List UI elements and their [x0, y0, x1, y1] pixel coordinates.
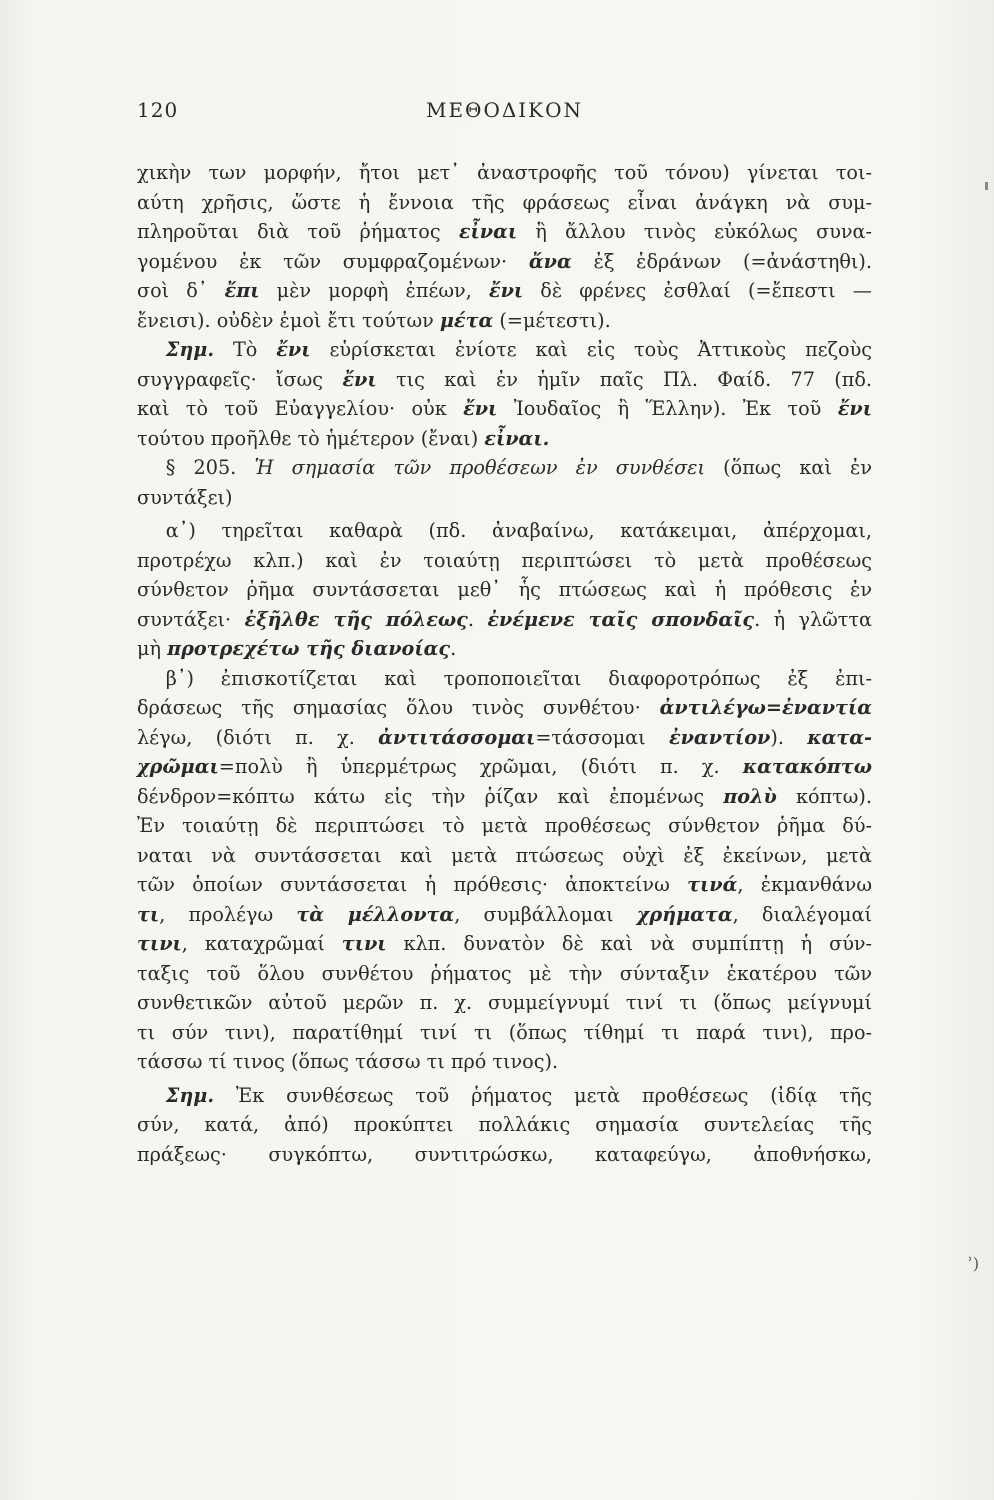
- text-line: χρῶμαι=πολὺ ἢ ὑπερμέτρως χρῶμαι, (διότι π. χ. κατακόπτω: [137, 755, 872, 778]
- text-line: δένδρον=κόπτω κάτω εἰς τὴν ῥίζαν καὶ ἐπομένως πολὺ κόπτω).: [137, 784, 873, 808]
- edge-mark: [985, 182, 988, 190]
- text-line: τι, προλέγω τὰ μέλλοντα, συμβάλλομαι χρήματα, διαλέγομαί: [137, 902, 872, 926]
- text-line: Ἐν τοιαύτῃ δὲ περιπτώσει τὸ μετὰ προθέσεως σύνθετον ῥῆμα δύ-: [137, 814, 872, 837]
- text-line: τι σύν τινι), παρατίθημί τινί τι (ὅπως τίθημί τι παρά τινι), προ-: [137, 1020, 872, 1044]
- text-line: πληροῦται διὰ τοῦ ῥήματος εἶναι ἢ ἄλλου τινὸς εὐκόλως συνα-: [137, 220, 872, 243]
- note-paragraph-2: [137, 1081, 872, 1170]
- text-line: γομένου ἐκ τῶν συμφραζομένων· ἄνα ἐξ ἑδράνων (=ἀνάστηθι).: [137, 249, 873, 273]
- page-number: 120: [137, 98, 179, 122]
- text-line: σοὶ δ᾽ ἔπι μὲν μορφὴ ἐπέων, ἔνι δὲ φρένες ἐσθλαί (=ἔπεστι —: [137, 279, 872, 302]
- margin-mark: ʾ): [968, 1254, 980, 1273]
- text-line: § 205. Ἡ σημασία τῶν προθέσεων ἐν συνθέσει (ὅπως καὶ ἐν: [165, 456, 872, 479]
- text-line: συνθετικῶν αὐτοῦ μερῶν π. χ. συμμείγνυμί τινί τι (ὅπως μείγνυμί: [137, 991, 872, 1014]
- text-line: ἔνεισι). οὐδὲν ἐμοὶ ἔτι τούτων μέτα (=μέτεστι).: [137, 308, 611, 332]
- body-text: [137, 158, 872, 1169]
- text-line: β᾽) ἐπισκοτίζεται καὶ τροποποιεῖται διαφοροτρόπως ἐξ ἐπι-: [165, 666, 872, 690]
- text-line: ναται νὰ συντάσσεται καὶ μετὰ πτώσεως οὐχὶ ἐξ ἐκείνων, μετὰ: [137, 843, 872, 867]
- text-line: σύν, κατά, ἀπό) προκύπτει πολλάκις σημασία συντελείας τῆς: [137, 1113, 872, 1136]
- section-heading: [137, 453, 872, 512]
- running-title: ΜΕΘΟΔΙΚΟΝ: [425, 98, 584, 122]
- text-line: ταξις τοῦ ὅλου συνθέτου ῥήματος μὲ τὴν σύνταξιν ἑκατέρου τῶν: [137, 961, 872, 985]
- page-header: [137, 98, 872, 134]
- text-line: τινι, καταχρῶμαί τινι κλπ. δυνατὸν δὲ καὶ νὰ συμπίπτῃ ἡ σύν-: [137, 932, 873, 955]
- paragraph-beta: [137, 664, 872, 1077]
- text-line: Σημ. Ἐκ συνθέσεως τοῦ ῥήματος μετὰ προθέσεως (ἰδίᾳ τῆς: [165, 1083, 872, 1107]
- text-line: συγγραφεῖς· ἴσως ἔνι τις καὶ ἐν ἡμῖν παῖς Πλ. Φαίδ. 77 (πδ.: [137, 367, 873, 391]
- text-line: τούτου προῆλθε τὸ ἡμέτερον (ἔναι) εἶναι.: [137, 426, 550, 450]
- text-line: Σημ. Τὸ ἔνι εὑρίσκεται ἐνίοτε καὶ εἰς τοὺς Ἀττικοὺς πεζοὺς: [165, 338, 872, 361]
- text-line: καὶ τὸ τοῦ Εὐαγγελίου· οὐκ ἔνι Ἰουδαῖος ἢ Ἕλλην). Ἐκ τοῦ ἔνι: [137, 397, 872, 420]
- text-line: σύνθετον ῥῆμα συντάσσεται μεθ᾽ ἧς πτώσεως καὶ ἡ πρόθεσις ἐν: [137, 578, 872, 601]
- paragraph-continuation: [137, 158, 872, 335]
- text-line: αύτη χρῆσις, ὥστε ἡ ἔννοια τῆς φράσεως εἶναι ἀνάγκη νὰ συμ-: [137, 190, 872, 214]
- text-line: δράσεως τῆς σημασίας ὅλου τινὸς συνθέτου· ἀντιλέγω=ἐναντία: [137, 696, 872, 719]
- note-paragraph: [137, 335, 872, 453]
- text-line: μὴ προτρεχέτω τῆς διανοίας.: [137, 637, 457, 660]
- paragraph-alpha: [137, 516, 872, 664]
- text-line: λέγω, (διότι π. χ. ἀντιτάσσομαι=τάσσομαι ἐναντίον). κατα-: [137, 725, 872, 749]
- text-line: προτρέχω κλπ.) καὶ ἐν τοιαύτῃ περιπτώσει τὸ μετὰ προθέσεως: [137, 548, 872, 572]
- text-line: συντάξει· ἐξῆλθε τῆς πόλεως. ἐνέμενε ταῖς σπονδαῖς. ἡ γλῶττα: [137, 607, 872, 631]
- text-line: α᾽) τηρεῖται καθαρὰ (πδ. ἀναβαίνω, κατάκειμαι, ἀπέρχομαι,: [165, 519, 872, 542]
- text-line: τάσσω τί τινος (ὅπως τάσσω τι πρό τινος).: [137, 1050, 559, 1073]
- text-line: τῶν ὁποίων συντάσσεται ἡ πρόθεσις· ἀποκτείνω τινά, ἐκμανθάνω: [137, 873, 872, 896]
- text-line: πράξεως· συγκόπτω, συντιτρώσκω, καταφεύγω, ἀποθνήσκω,: [137, 1142, 872, 1166]
- text-line: χικὴν των μορφήν, ἤτοι μετ᾽ ἀναστροφῆς τοῦ τόνου) γίνεται τοι-: [137, 161, 872, 184]
- text-line: συντάξει): [137, 485, 233, 509]
